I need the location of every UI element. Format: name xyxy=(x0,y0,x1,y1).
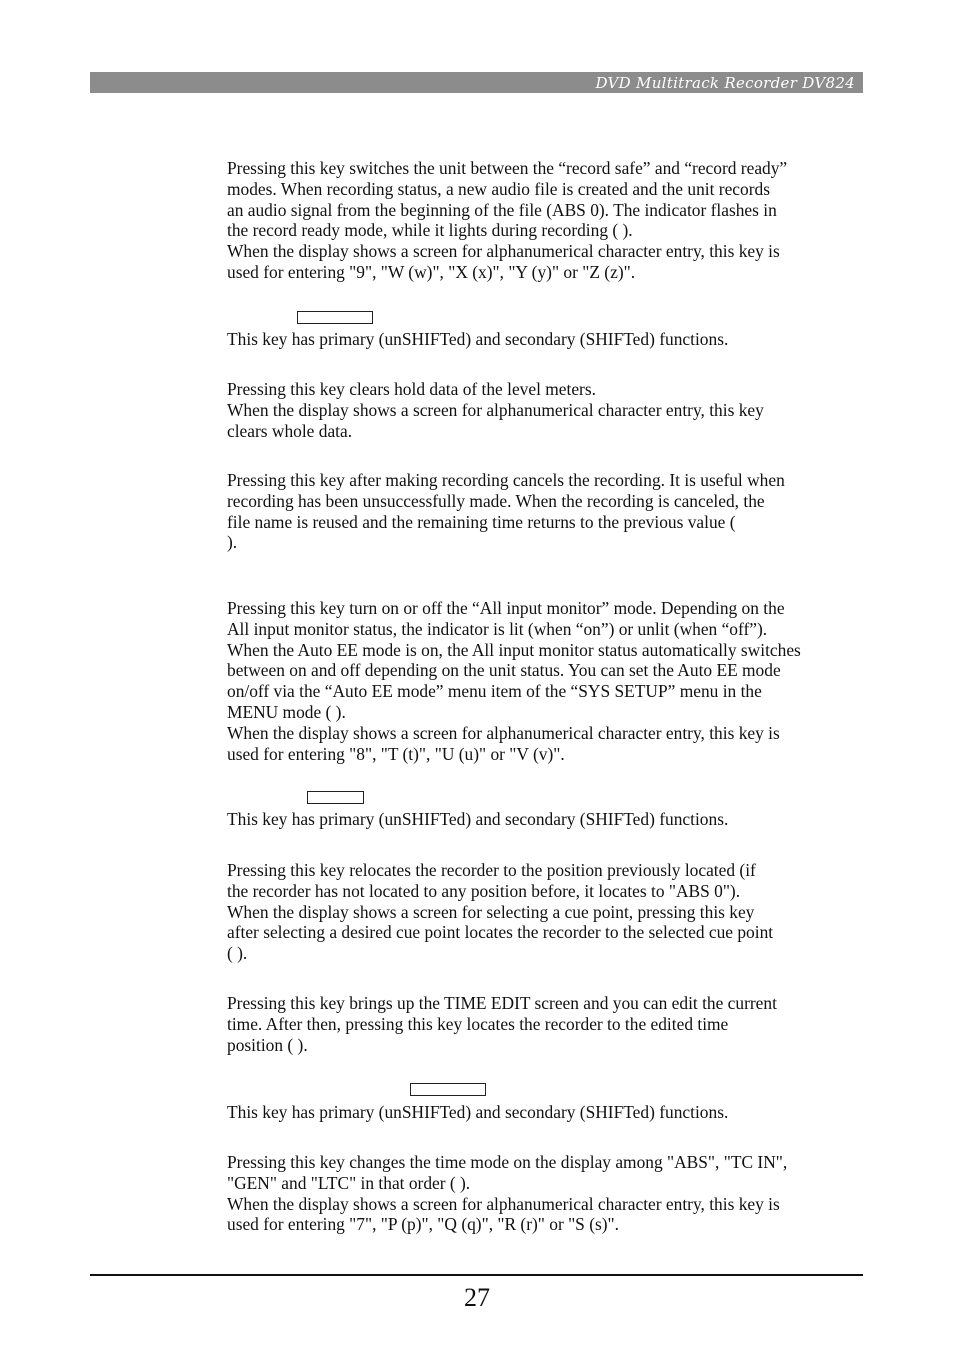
text-line: When the display shows a screen for alphanumerical character entry, this key is xyxy=(227,722,780,743)
text-line: an audio signal from the beginning of the file (ABS 0). The indicator flashes in xyxy=(227,199,777,220)
text-line: after selecting a desired cue point locates the recorder to the selected cue point xyxy=(227,922,774,943)
text-line: used for entering "9", "W (w)", "X (x)", "Y (y)" or "Z (z)". xyxy=(227,261,636,282)
text-line: When the display shows a screen for alphanumerical character entry, this key is xyxy=(227,1193,780,1214)
text-line: When the display shows a screen for alphanumerical character entry, this key xyxy=(227,399,764,420)
page-number: 27 xyxy=(464,1283,490,1312)
section-time-mode xyxy=(227,1152,867,1235)
text-line: Pressing this key turn on or off the “All input monitor” mode. Depending on the xyxy=(227,598,785,618)
text-line: This key has primary (unSHIFTed) and secondary (SHIFTed) functions. xyxy=(227,329,729,349)
text-line: time. After then, pressing this key locates the recorder to the edited time xyxy=(227,1013,729,1034)
text-line: on/off via the “Auto EE mode” menu item of the “SYS SETUP” menu in the xyxy=(227,681,762,702)
text-line: the record ready mode, while it lights during recording ( ). xyxy=(227,220,633,241)
text-line: used for entering "7", "P (p)", "Q (q)", "R (r)" or "S (s)". xyxy=(227,1214,620,1235)
text-line: used for entering "8", "T (t)", "U (u)" or "V (v)". xyxy=(227,743,565,764)
text-line: recording has been unsuccessfully made. When the recording is canceled, the xyxy=(227,490,765,511)
text-line: Pressing this key changes the time mode on the display among "ABS", "TC IN", xyxy=(227,1152,788,1172)
section-shift-key-1 xyxy=(227,329,867,350)
key-label-box xyxy=(410,1083,486,1096)
header-bar xyxy=(90,72,863,93)
text-line: Pressing this key switches the unit between the “record safe” and “record ready” xyxy=(227,158,788,178)
text-line: the recorder has not located to any position before, it locates to "ABS 0"). xyxy=(227,880,741,901)
footer-rule xyxy=(90,1274,863,1276)
text-line: file name is reused and the remaining time returns to the previous value ( xyxy=(227,511,736,532)
text-line: ( ). xyxy=(227,943,248,964)
text-line: between on and off depending on the unit status. You can set the Auto EE mode xyxy=(227,660,781,681)
key-label-box xyxy=(297,311,373,324)
text-line: clears whole data. xyxy=(227,420,353,441)
key-label-box xyxy=(307,791,364,804)
section-hold-clear xyxy=(227,379,867,441)
text-line: "GEN" and "LTC" in that order ( ). xyxy=(227,1172,471,1193)
section-all-input-monitor xyxy=(227,598,867,764)
text-line: Pressing this key brings up the TIME EDIT screen and you can edit the current xyxy=(227,993,777,1013)
text-line: This key has primary (unSHIFTed) and secondary (SHIFTed) functions. xyxy=(227,1102,729,1122)
section-record-key xyxy=(227,158,867,283)
text-line: When the Auto EE mode is on, the All input monitor status automatically switches xyxy=(227,639,801,660)
text-line: When the display shows a screen for alphanumerical character entry, this key is xyxy=(227,241,780,262)
section-shift-key-2 xyxy=(227,809,867,830)
text-line: Pressing this key relocates the recorder to the position previously located (if xyxy=(227,860,756,880)
text-line: When the display shows a screen for selecting a cue point, pressing this key xyxy=(227,901,755,922)
section-time-edit xyxy=(227,993,867,1055)
text-line: ). xyxy=(227,532,238,553)
text-line: position ( ). xyxy=(227,1034,308,1055)
text-line: This key has primary (unSHIFTed) and secondary (SHIFTed) functions. xyxy=(227,809,729,829)
text-line: All input monitor status, the indicator is lit (when “on”) or unlit (when “off”). xyxy=(227,618,768,639)
text-line: MENU mode ( ). xyxy=(227,701,346,722)
text-line: modes. When recording status, a new audio file is created and the unit records xyxy=(227,178,770,199)
section-record-cancel xyxy=(227,470,867,553)
section-shift-key-3 xyxy=(227,1102,867,1123)
text-line: Pressing this key clears hold data of the level meters. xyxy=(227,379,596,399)
header-title: DVD Multitrack Recorder DV824 xyxy=(595,74,855,92)
text-line: Pressing this key after making recording cancels the recording. It is useful when xyxy=(227,470,785,490)
section-locate xyxy=(227,860,867,964)
